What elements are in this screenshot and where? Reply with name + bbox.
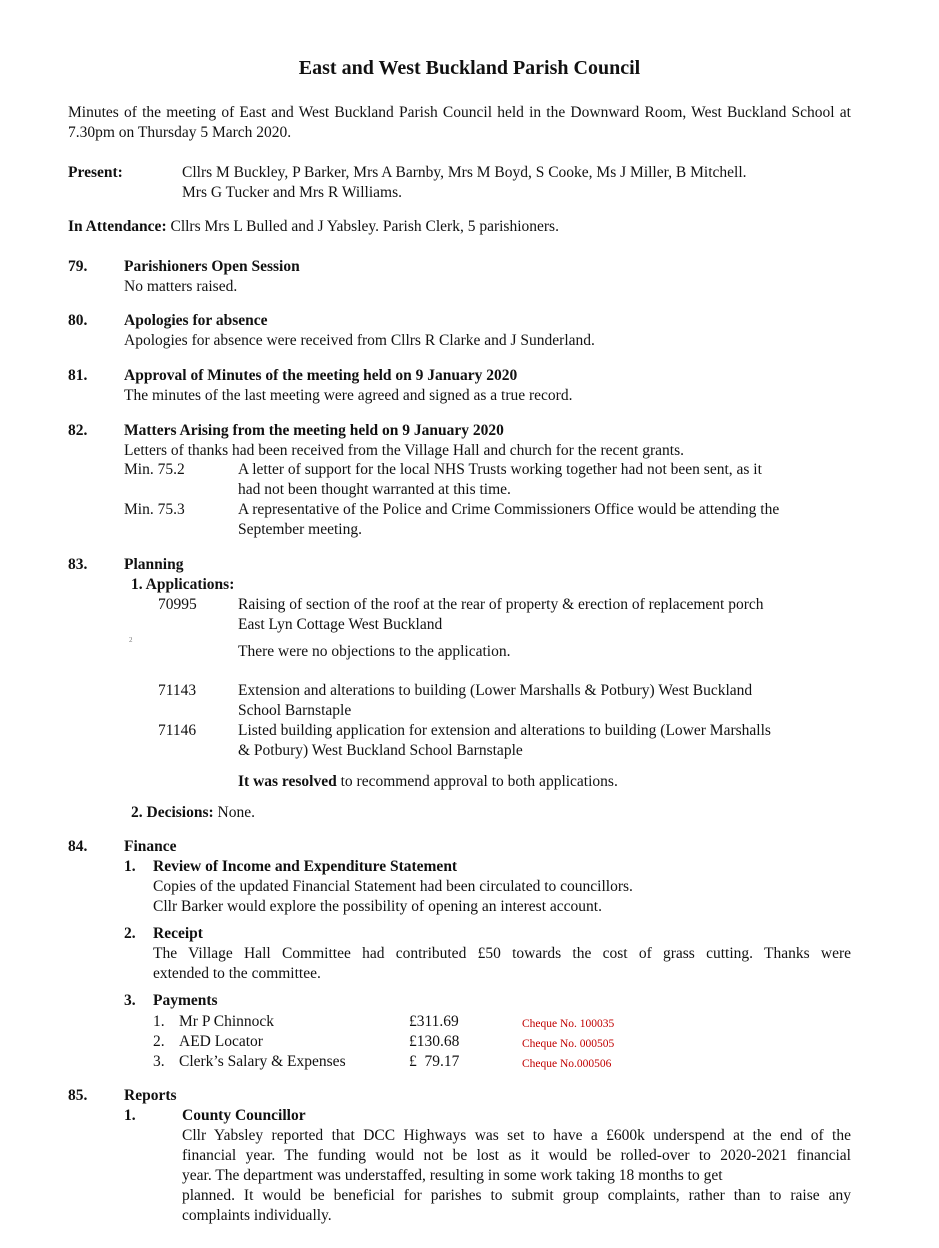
application-ref: 70995	[158, 596, 197, 613]
section-80-text: Apologies for absence were received from Cllrs R Clarke and J Sunderland.	[124, 332, 595, 349]
application-text-line-2: School Barnstaple	[238, 702, 352, 719]
section-80-number: 80.	[68, 312, 88, 329]
decisions-label: 2. Decisions:	[131, 804, 214, 821]
application-ref: 71146	[158, 722, 197, 739]
finance-sub-number: 1.	[124, 858, 136, 875]
section-84-number: 84.	[68, 838, 88, 855]
finance-sub-text-line-1: Copies of the updated Financial Statement had been circulated to councillors.	[153, 878, 633, 895]
intro-paragraph: Minutes of the meeting of East and West Buckland Parish Council held in the Downward Room, West Buckland School at 7.30pm on Thursday 5 March 2020.	[68, 104, 851, 141]
application-text-line-2: East Lyn Cottage West Buckland	[238, 616, 443, 633]
section-82-heading: Matters Arising from the meeting held on 9 January 2020	[124, 422, 504, 439]
stray-mark: 2	[129, 636, 133, 644]
section-82-number: 82.	[68, 422, 88, 439]
finance-sub-number: 2.	[124, 925, 136, 942]
section-83-heading: Planning	[124, 556, 184, 573]
section-83-number: 83.	[68, 556, 88, 573]
minute-text-line-2: had not been thought warranted at this time.	[238, 481, 511, 498]
finance-sub-text-line-2: extended to the committee.	[153, 965, 321, 982]
application-text-line-1: Listed building application for extension and alterations to building (Lower Marshalls	[238, 722, 771, 739]
section-82-text: Letters of thanks had been received from the Village Hall and church for the recent grants.	[124, 442, 684, 459]
report-line: complaints individually.	[182, 1207, 332, 1224]
minute-text-line-1: A representative of the Police and Crime Commissioners Office would be attending the	[238, 501, 780, 518]
payment-cheque: Cheque No. 100035	[522, 1018, 615, 1030]
finance-sub-heading: Receipt	[153, 925, 203, 942]
section-81-text: The minutes of the last meeting were agreed and signed as a true record.	[124, 387, 573, 404]
attendance-text: Cllrs Mrs L Bulled and J Yabsley. Parish Clerk, 5 parishioners.	[170, 218, 559, 235]
application-text-line-2: & Potbury) West Buckland School Barnstaple	[238, 742, 523, 759]
attendance-line	[68, 217, 559, 237]
payment-number: 2.	[153, 1033, 165, 1050]
minute-ref: Min. 75.2	[124, 461, 185, 478]
resolution-bold: It was resolved	[238, 773, 337, 790]
section-81-heading: Approval of Minutes of the meeting held on 9 January 2020	[124, 367, 518, 384]
payment-payee: Mr P Chinnock	[179, 1013, 275, 1030]
report-line: planned. It would be beneficial for parishes to submit group complaints, rather than to raise any	[182, 1187, 851, 1204]
payment-amount: £ 79.17	[409, 1053, 460, 1070]
payment-amount: £311.69	[409, 1013, 459, 1030]
decisions-value: None.	[213, 804, 255, 821]
section-79-text: No matters raised.	[124, 278, 238, 295]
section-85-number: 85.	[68, 1087, 88, 1104]
payment-cheque: Cheque No. 000505	[522, 1038, 615, 1050]
minute-text-line-2: September meeting.	[238, 521, 362, 538]
finance-sub-heading: Payments	[153, 992, 218, 1009]
document-title: East and West Buckland Parish Council	[298, 57, 641, 79]
finance-sub-text-line-1: The Village Hall Committee had contributed £50 towards the cost of grass cutting. Thanks were	[153, 945, 851, 962]
application-ref: 71143	[158, 682, 197, 699]
report-line: financial year. The funding would not be lost as it would be rolled-over to 2020-2021 financial	[182, 1147, 851, 1164]
finance-sub-heading: Review of Income and Expenditure Statement	[153, 858, 458, 875]
payment-number: 1.	[153, 1013, 165, 1030]
payment-amount: £130.68	[409, 1033, 460, 1050]
decisions-line	[131, 803, 255, 823]
finance-sub-text-line-2: Cllr Barker would explore the possibility of opening an interest account.	[153, 898, 602, 915]
applications-label: 1. Applications:	[131, 576, 235, 593]
reports-sub-number: 1.	[124, 1107, 136, 1124]
payment-payee: AED Locator	[179, 1033, 263, 1050]
section-85-heading: Reports	[124, 1087, 177, 1104]
section-84-heading: Finance	[124, 838, 177, 855]
application-text-line-1: Extension and alterations to building (Lower Marshalls & Potbury) West Buckland	[238, 682, 753, 699]
present-label: Present:	[68, 164, 123, 181]
section-81-number: 81.	[68, 367, 88, 384]
finance-sub-number: 3.	[124, 992, 136, 1009]
payment-number: 3.	[153, 1053, 165, 1070]
present-line-1: Cllrs M Buckley, P Barker, Mrs A Barnby, Mrs M Boyd, S Cooke, Ms J Miller, B Mitchell.	[182, 164, 747, 181]
minute-ref: Min. 75.3	[124, 501, 185, 518]
present-line-2: Mrs G Tucker and Mrs R Williams.	[182, 184, 402, 201]
report-line: year. The department was understaffed, resulting in some work taking 18 months to get	[182, 1167, 723, 1184]
section-79-heading: Parishioners Open Session	[124, 258, 300, 275]
application-text-line-1: Raising of section of the roof at the rear of property & erection of replacement porch	[238, 596, 764, 613]
payment-payee: Clerk’s Salary & Expenses	[179, 1053, 346, 1070]
report-line: Cllr Yabsley reported that DCC Highways was set to have a £600k underspend at the end of the	[182, 1127, 851, 1144]
section-79-number: 79.	[68, 258, 88, 275]
application-note: There were no objections to the application.	[238, 643, 511, 660]
attendance-label: In Attendance:	[68, 218, 167, 235]
section-80-heading: Apologies for absence	[124, 312, 268, 329]
payment-cheque: Cheque No.000506	[522, 1058, 612, 1070]
resolution-text: to recommend approval to both applications.	[336, 773, 618, 790]
minute-text-line-1: A letter of support for the local NHS Trusts working together had not been sent, as it	[238, 461, 762, 478]
resolution-line	[238, 772, 618, 792]
reports-sub-heading: County Councillor	[182, 1107, 306, 1124]
